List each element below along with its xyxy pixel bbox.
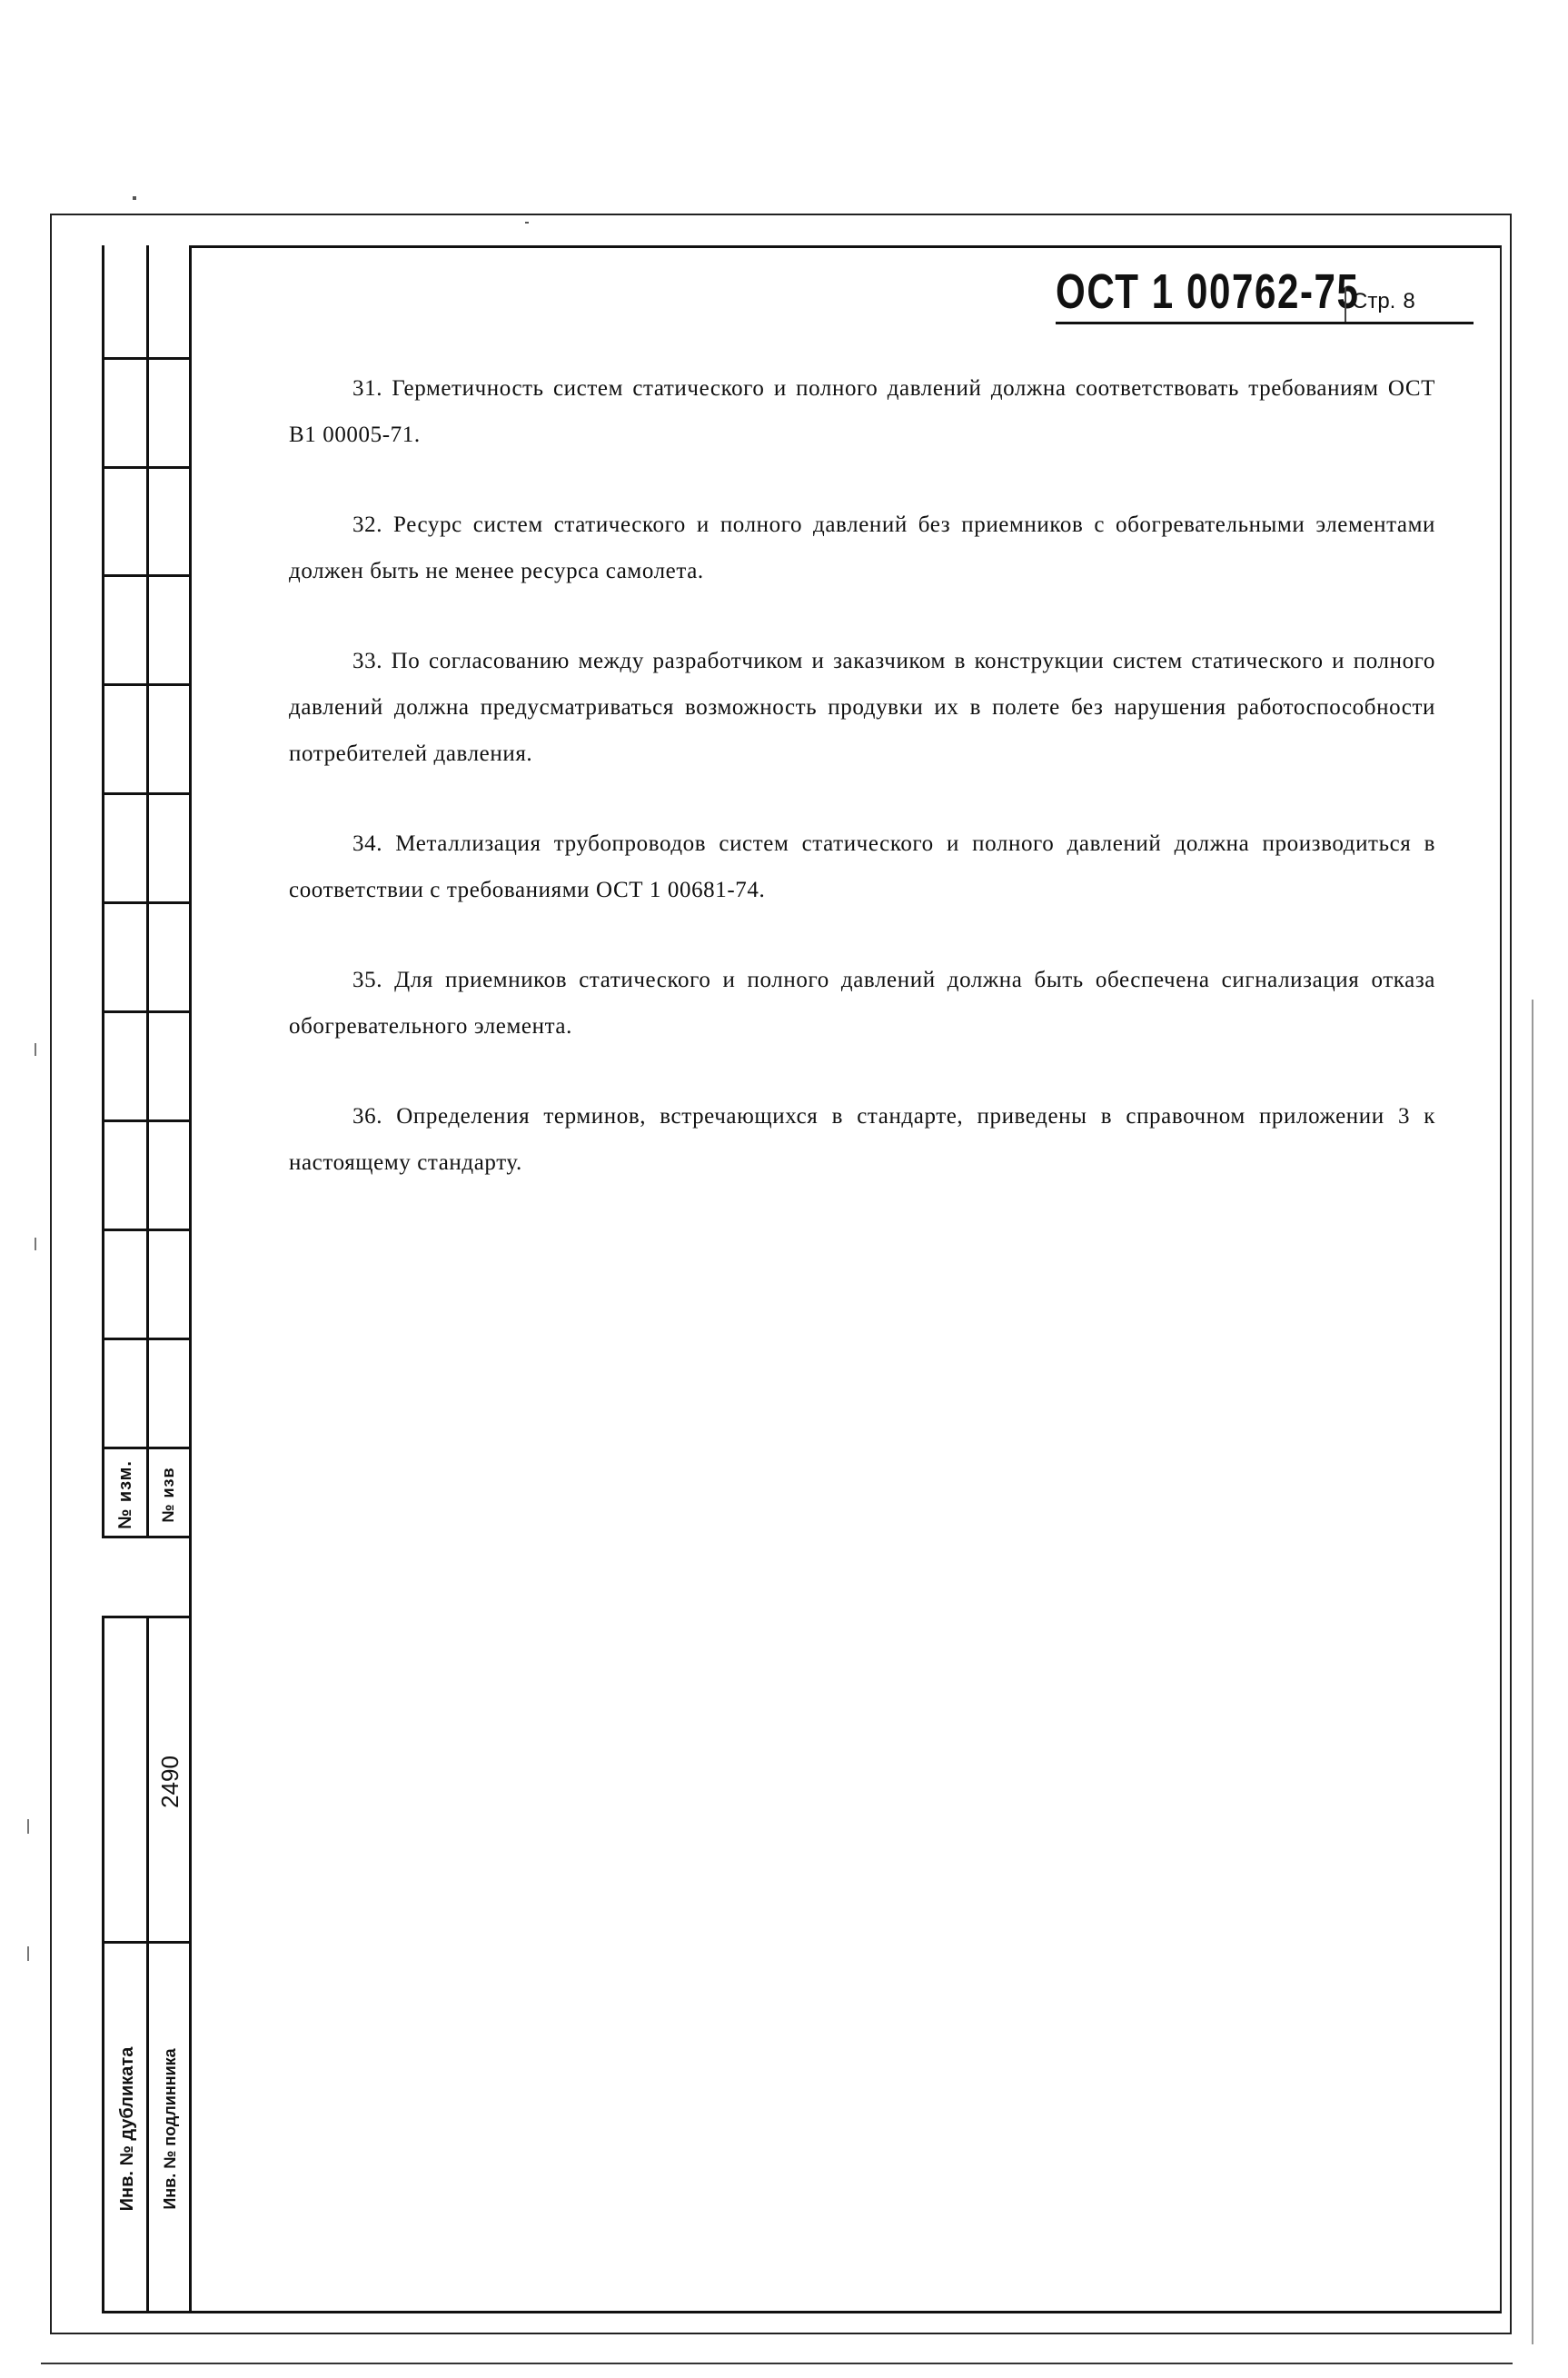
revision-table-row-line [104, 466, 190, 469]
inventory-original-label: Инв. № подлинника [161, 2048, 179, 2210]
izv-number-label: № изв [159, 1467, 177, 1523]
clause-32: 32. Ресурс систем статического и полного давлений без приемников с обогревательными элементами должен быть не менее ресурса самолета. [289, 512, 1435, 583]
revision-table-row-line [104, 1338, 190, 1340]
revision-table-row-line [104, 792, 190, 795]
clause-34: 34. Металлизация трубопроводов систем статического и полного давлений должна производиться в соответствии с требованиями ОСТ 1 00681-74. [289, 831, 1435, 902]
inventory-block-row-line [104, 1941, 190, 1944]
header-underline [1056, 322, 1474, 324]
revision-table-row-line [104, 1010, 190, 1013]
frame-bottom-line [41, 2363, 1513, 2364]
clause-33: 33. По согласованию между разработчиком и заказчиком в конструкции систем статического и полного давлений должна предусматриваться возможность продувки их в полете без нарушения работоспособности потребителей давления. [289, 649, 1435, 766]
inventory-duplicate-label: Инв. № дубликата [117, 2046, 137, 2212]
revision-table-row-line [104, 1119, 190, 1122]
revision-table-row-line [104, 574, 190, 577]
page-number: 8 [1403, 289, 1415, 313]
document-body [289, 365, 1435, 1229]
revision-table-row-line [104, 683, 190, 686]
scan-mark [27, 1819, 29, 1834]
scan-edge-line [1532, 1000, 1533, 2344]
document-code: ОСТ 1 00762-75 [1056, 264, 1360, 319]
page-label: Стр. [1352, 289, 1396, 313]
header-separator [1345, 287, 1346, 322]
page-reference [1352, 289, 1415, 314]
scan-mark [133, 196, 136, 200]
scan-mark [35, 1238, 36, 1250]
inventory-block-divider [146, 1618, 149, 2311]
clause-36: 36. Определения терминов, встречающихся в стандарте, приведены в справочном приложении 3 к настоящему стандарту. [289, 1104, 1435, 1175]
clause-35: 35. Для приемников статического и полного давлений должна быть обеспечена сигнализация отказа обогревательного элемента. [289, 968, 1435, 1039]
scan-mark [525, 222, 529, 224]
scan-mark [27, 1946, 29, 1961]
izm-number-label: № изм. [115, 1460, 135, 1529]
scan-mark [35, 1043, 36, 1056]
revision-table [102, 245, 190, 1538]
revision-table-row-line [104, 901, 190, 904]
inventory-original-number: 2490 [156, 1756, 184, 1808]
revision-table-row-line [104, 1229, 190, 1231]
clause-31: 31. Герметичность систем статического и полного давлений должна соответствовать требованиям ОСТ В1 00005-71. [289, 376, 1435, 447]
revision-table-divider [146, 245, 149, 1536]
revision-table-row-line [104, 357, 190, 360]
